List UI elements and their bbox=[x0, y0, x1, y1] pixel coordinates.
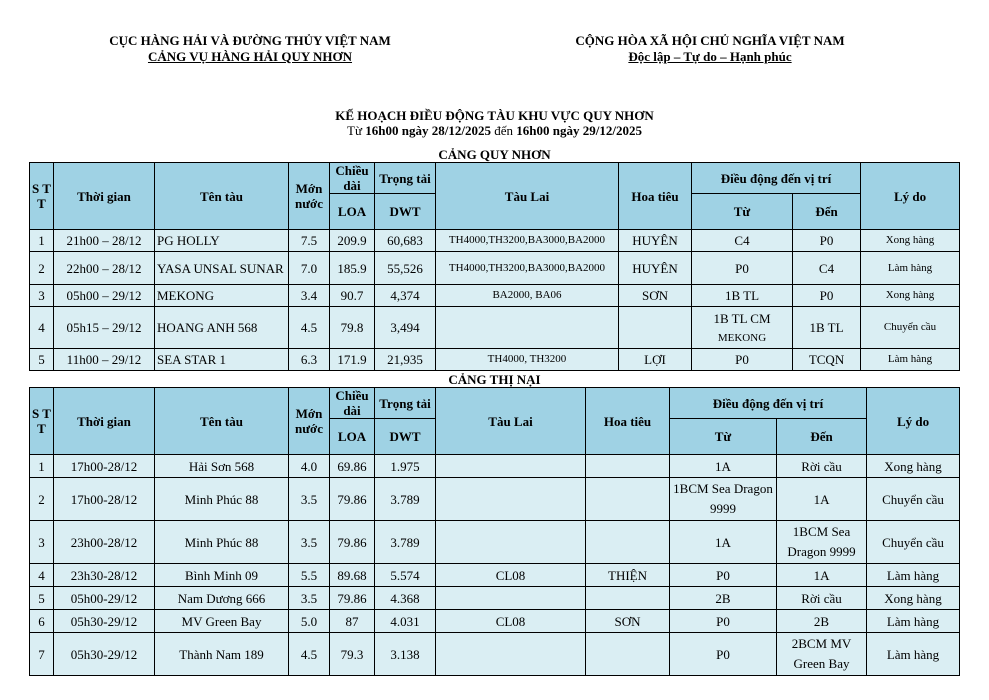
cell-loa: 79.8 bbox=[330, 307, 375, 349]
table-row bbox=[30, 587, 960, 610]
cell-tug: CL08 bbox=[436, 564, 586, 587]
cell-stt: 1 bbox=[30, 455, 54, 478]
table-row bbox=[30, 230, 960, 252]
cell-pilot: HUYÊN bbox=[619, 230, 692, 252]
col-length: Chiều dài bbox=[330, 388, 375, 419]
cell-draft: 3.5 bbox=[289, 521, 330, 564]
cell-to: Rời cầu bbox=[777, 455, 867, 478]
cell-from bbox=[692, 307, 793, 349]
cell-to: 2B bbox=[777, 610, 867, 633]
cell-loa: 171.9 bbox=[330, 349, 375, 371]
cell-reason: Chuyển cầu bbox=[867, 521, 960, 564]
cell-pilot: LỢI bbox=[619, 349, 692, 371]
cell-loa: 69.86 bbox=[330, 455, 375, 478]
cell-pilot bbox=[586, 521, 670, 564]
agency-header bbox=[60, 33, 440, 65]
cell-dwt: 60,683 bbox=[375, 230, 436, 252]
cell-tug: BA2000, BA06 bbox=[436, 285, 619, 307]
cell-loa: 89.68 bbox=[330, 564, 375, 587]
cell-tug: TH4000,TH3200,BA3000,BA2000 bbox=[436, 230, 619, 252]
cell-draft: 4.5 bbox=[289, 633, 330, 676]
cell-to: TCQN bbox=[793, 349, 861, 371]
col-reason: Lý do bbox=[867, 388, 960, 455]
col-length: Chiều dài bbox=[330, 163, 375, 194]
table-row bbox=[30, 610, 960, 633]
cell-stt: 2 bbox=[30, 478, 54, 521]
cell-dwt: 55,526 bbox=[375, 252, 436, 285]
cell-pilot: THIỆN bbox=[586, 564, 670, 587]
cell-stt: 1 bbox=[30, 230, 54, 252]
cell-from: 1B TL bbox=[692, 285, 793, 307]
cell-stt: 3 bbox=[30, 521, 54, 564]
cell-tug bbox=[436, 587, 586, 610]
cell-time: 05h30-29/12 bbox=[54, 633, 155, 676]
col-pilot: Hoa tiêu bbox=[619, 163, 692, 230]
cell-loa: 209.9 bbox=[330, 230, 375, 252]
table-row bbox=[30, 455, 960, 478]
cell-ship: HOANG ANH 568 bbox=[155, 307, 289, 349]
cell-ship: SEA STAR 1 bbox=[155, 349, 289, 371]
col-ship: Tên tàu bbox=[155, 163, 289, 230]
col-move: Điều động đến vị trí bbox=[692, 163, 861, 194]
cell-draft: 7.0 bbox=[289, 252, 330, 285]
cell-dwt: 21,935 bbox=[375, 349, 436, 371]
cell-to: 1BCM Sea Dragon 9999 bbox=[777, 521, 867, 564]
cell-time: 22h00 – 28/12 bbox=[54, 252, 155, 285]
table-row bbox=[30, 285, 960, 307]
cell-reason: Chuyển cầu bbox=[867, 478, 960, 521]
cell-tug: TH4000, TH3200 bbox=[436, 349, 619, 371]
cell-tug bbox=[436, 521, 586, 564]
national-header bbox=[500, 33, 920, 65]
cell-pilot bbox=[619, 307, 692, 349]
cell-stt: 4 bbox=[30, 307, 54, 349]
cell-draft: 4.0 bbox=[289, 455, 330, 478]
cell-pilot bbox=[586, 587, 670, 610]
cell-stt: 2 bbox=[30, 252, 54, 285]
cell-dwt: 3.789 bbox=[375, 478, 436, 521]
cell-time: 23h00-28/12 bbox=[54, 521, 155, 564]
cell-from: 2B bbox=[670, 587, 777, 610]
cell-from: P0 bbox=[670, 633, 777, 676]
cell-reason: Xong hàng bbox=[867, 587, 960, 610]
table-row bbox=[30, 521, 960, 564]
cell-reason: Xong hàng bbox=[861, 230, 960, 252]
cell-draft: 6.3 bbox=[289, 349, 330, 371]
cell-reason: Làm hàng bbox=[861, 252, 960, 285]
table-row bbox=[30, 633, 960, 676]
cell-reason: Làm hàng bbox=[867, 564, 960, 587]
col-pilot: Hoa tiêu bbox=[586, 388, 670, 455]
cell-time: 17h00-28/12 bbox=[54, 455, 155, 478]
cell-to: P0 bbox=[793, 230, 861, 252]
cell-stt: 6 bbox=[30, 610, 54, 633]
cell-loa: 79.86 bbox=[330, 521, 375, 564]
col-from: Từ bbox=[692, 194, 793, 230]
col-tug: Tàu Lai bbox=[436, 388, 586, 455]
col-time: Thời gian bbox=[54, 388, 155, 455]
col-tonnage: Trọng tải bbox=[375, 388, 436, 419]
cell-pilot: SƠN bbox=[619, 285, 692, 307]
cell-draft: 4.5 bbox=[289, 307, 330, 349]
cell-dwt: 4,374 bbox=[375, 285, 436, 307]
cell-from: P0 bbox=[670, 610, 777, 633]
cell-from: 1A bbox=[670, 521, 777, 564]
cell-to: 1A bbox=[777, 564, 867, 587]
cell-ship: YASA UNSAL SUNAR bbox=[155, 252, 289, 285]
national-motto: Độc lập – Tự do – Hạnh phúc bbox=[628, 49, 792, 64]
cell-ship: MEKONG bbox=[155, 285, 289, 307]
col-stt: S T T bbox=[30, 163, 54, 230]
cell-loa: 79.3 bbox=[330, 633, 375, 676]
cell-reason: Chuyển cầu bbox=[861, 307, 960, 349]
cell-stt: 5 bbox=[30, 349, 54, 371]
cell-tug: CL08 bbox=[436, 610, 586, 633]
cell-stt: 3 bbox=[30, 285, 54, 307]
cell-to: Rời cầu bbox=[777, 587, 867, 610]
cell-ship: PG HOLLY bbox=[155, 230, 289, 252]
port-authority-name: CẢNG VỤ HÀNG HẢI QUY NHƠN bbox=[147, 49, 353, 64]
cell-time: 05h15 – 29/12 bbox=[54, 307, 155, 349]
cell-to: 2BCM MV Green Bay bbox=[777, 633, 867, 676]
cell-draft: 3.4 bbox=[289, 285, 330, 307]
cell-pilot bbox=[586, 633, 670, 676]
cell-loa: 185.9 bbox=[330, 252, 375, 285]
cell-draft: 5.0 bbox=[289, 610, 330, 633]
cell-reason: Làm hàng bbox=[867, 633, 960, 676]
cell-draft: 5.5 bbox=[289, 564, 330, 587]
cell-to: 1B TL bbox=[793, 307, 861, 349]
col-ship: Tên tàu bbox=[155, 388, 289, 455]
cell-from-line2: MEKONG bbox=[717, 331, 767, 344]
cell-to: 1A bbox=[777, 478, 867, 521]
document-title: KẾ HOẠCH ĐIỀU ĐỘNG TÀU KHU VỰC QUY NHƠN bbox=[335, 108, 654, 123]
col-loa: LOA bbox=[330, 194, 375, 230]
cell-draft: 3.5 bbox=[289, 587, 330, 610]
cell-dwt: 3.138 bbox=[375, 633, 436, 676]
col-from: Từ bbox=[670, 419, 777, 455]
cell-ship: Minh Phúc 88 bbox=[155, 521, 289, 564]
schedule-table-quy-nhon bbox=[29, 162, 960, 371]
col-reason: Lý do bbox=[861, 163, 960, 230]
cell-dwt: 3,494 bbox=[375, 307, 436, 349]
schedule-table-thi-nai bbox=[29, 387, 960, 676]
cell-stt: 5 bbox=[30, 587, 54, 610]
cell-draft: 7.5 bbox=[289, 230, 330, 252]
table-row bbox=[30, 252, 960, 285]
cell-draft: 3.5 bbox=[289, 478, 330, 521]
col-dwt: DWT bbox=[375, 194, 436, 230]
cell-reason: Làm hàng bbox=[861, 349, 960, 371]
cell-tug: TH4000,TH3200,BA3000,BA2000 bbox=[436, 252, 619, 285]
col-draft: Mớn nước bbox=[289, 163, 330, 230]
cell-dwt: 3.789 bbox=[375, 521, 436, 564]
range-to-word: đến bbox=[494, 123, 514, 138]
cell-ship: Minh Phúc 88 bbox=[155, 478, 289, 521]
section-title-quy-nhon: CẢNG QUY NHƠN bbox=[438, 147, 551, 162]
cell-time: 21h00 – 28/12 bbox=[54, 230, 155, 252]
cell-dwt: 4.368 bbox=[375, 587, 436, 610]
range-from-word: Từ bbox=[347, 123, 363, 138]
cell-pilot: SƠN bbox=[586, 610, 670, 633]
col-draft: Mớn nước bbox=[289, 388, 330, 455]
cell-loa: 79.86 bbox=[330, 587, 375, 610]
date-range bbox=[0, 123, 989, 138]
cell-dwt: 4.031 bbox=[375, 610, 436, 633]
cell-from: 1A bbox=[670, 455, 777, 478]
cell-time: 23h30-28/12 bbox=[54, 564, 155, 587]
cell-loa: 79.86 bbox=[330, 478, 375, 521]
section-title-thi-nai: CẢNG THỊ NẠI bbox=[448, 372, 541, 387]
col-move: Điều động đến vị trí bbox=[670, 388, 867, 419]
cell-ship: Hải Sơn 568 bbox=[155, 455, 289, 478]
cell-pilot bbox=[586, 455, 670, 478]
col-time: Thời gian bbox=[54, 163, 155, 230]
cell-stt: 7 bbox=[30, 633, 54, 676]
cell-from: C4 bbox=[692, 230, 793, 252]
col-stt: S T T bbox=[30, 388, 54, 455]
cell-tug bbox=[436, 455, 586, 478]
cell-ship: Nam Dương 666 bbox=[155, 587, 289, 610]
cell-to: C4 bbox=[793, 252, 861, 285]
cell-pilot: HUYÊN bbox=[619, 252, 692, 285]
agency-name: CỤC HÀNG HẢI VÀ ĐƯỜNG THỦY VIỆT NAM bbox=[109, 33, 391, 48]
cell-ship: MV Green Bay bbox=[155, 610, 289, 633]
cell-time: 05h30-29/12 bbox=[54, 610, 155, 633]
cell-to: P0 bbox=[793, 285, 861, 307]
col-tonnage: Trọng tải bbox=[375, 163, 436, 194]
cell-reason: Làm hàng bbox=[867, 610, 960, 633]
range-from-value: 16h00 ngày 28/12/2025 bbox=[365, 123, 491, 138]
cell-tug bbox=[436, 633, 586, 676]
cell-from: P0 bbox=[670, 564, 777, 587]
table-row bbox=[30, 478, 960, 521]
cell-tug bbox=[436, 478, 586, 521]
country-name: CỘNG HÒA XÃ HỘI CHỦ NGHĨA VIỆT NAM bbox=[575, 33, 845, 48]
cell-tug bbox=[436, 307, 619, 349]
cell-from: P0 bbox=[692, 349, 793, 371]
cell-from-line1: 1B TL CM bbox=[713, 310, 771, 326]
table-row bbox=[30, 564, 960, 587]
col-tug: Tàu Lai bbox=[436, 163, 619, 230]
cell-loa: 87 bbox=[330, 610, 375, 633]
col-to: Đến bbox=[777, 419, 867, 455]
cell-time: 17h00-28/12 bbox=[54, 478, 155, 521]
cell-ship: Thành Nam 189 bbox=[155, 633, 289, 676]
range-to-value: 16h00 ngày 29/12/2025 bbox=[516, 123, 642, 138]
table-row bbox=[30, 349, 960, 371]
cell-dwt: 1.975 bbox=[375, 455, 436, 478]
cell-time: 05h00-29/12 bbox=[54, 587, 155, 610]
cell-pilot bbox=[586, 478, 670, 521]
cell-reason: Xong hàng bbox=[867, 455, 960, 478]
cell-ship: Bình Minh 09 bbox=[155, 564, 289, 587]
cell-dwt: 5.574 bbox=[375, 564, 436, 587]
cell-loa: 90.7 bbox=[330, 285, 375, 307]
col-to: Đến bbox=[793, 194, 861, 230]
cell-from: 1BCM Sea Dragon 9999 bbox=[670, 478, 777, 521]
cell-time: 11h00 – 29/12 bbox=[54, 349, 155, 371]
col-loa: LOA bbox=[330, 419, 375, 455]
cell-reason: Xong hàng bbox=[861, 285, 960, 307]
cell-stt: 4 bbox=[30, 564, 54, 587]
table-row bbox=[30, 307, 960, 349]
cell-from: P0 bbox=[692, 252, 793, 285]
cell-time: 05h00 – 29/12 bbox=[54, 285, 155, 307]
col-dwt: DWT bbox=[375, 419, 436, 455]
